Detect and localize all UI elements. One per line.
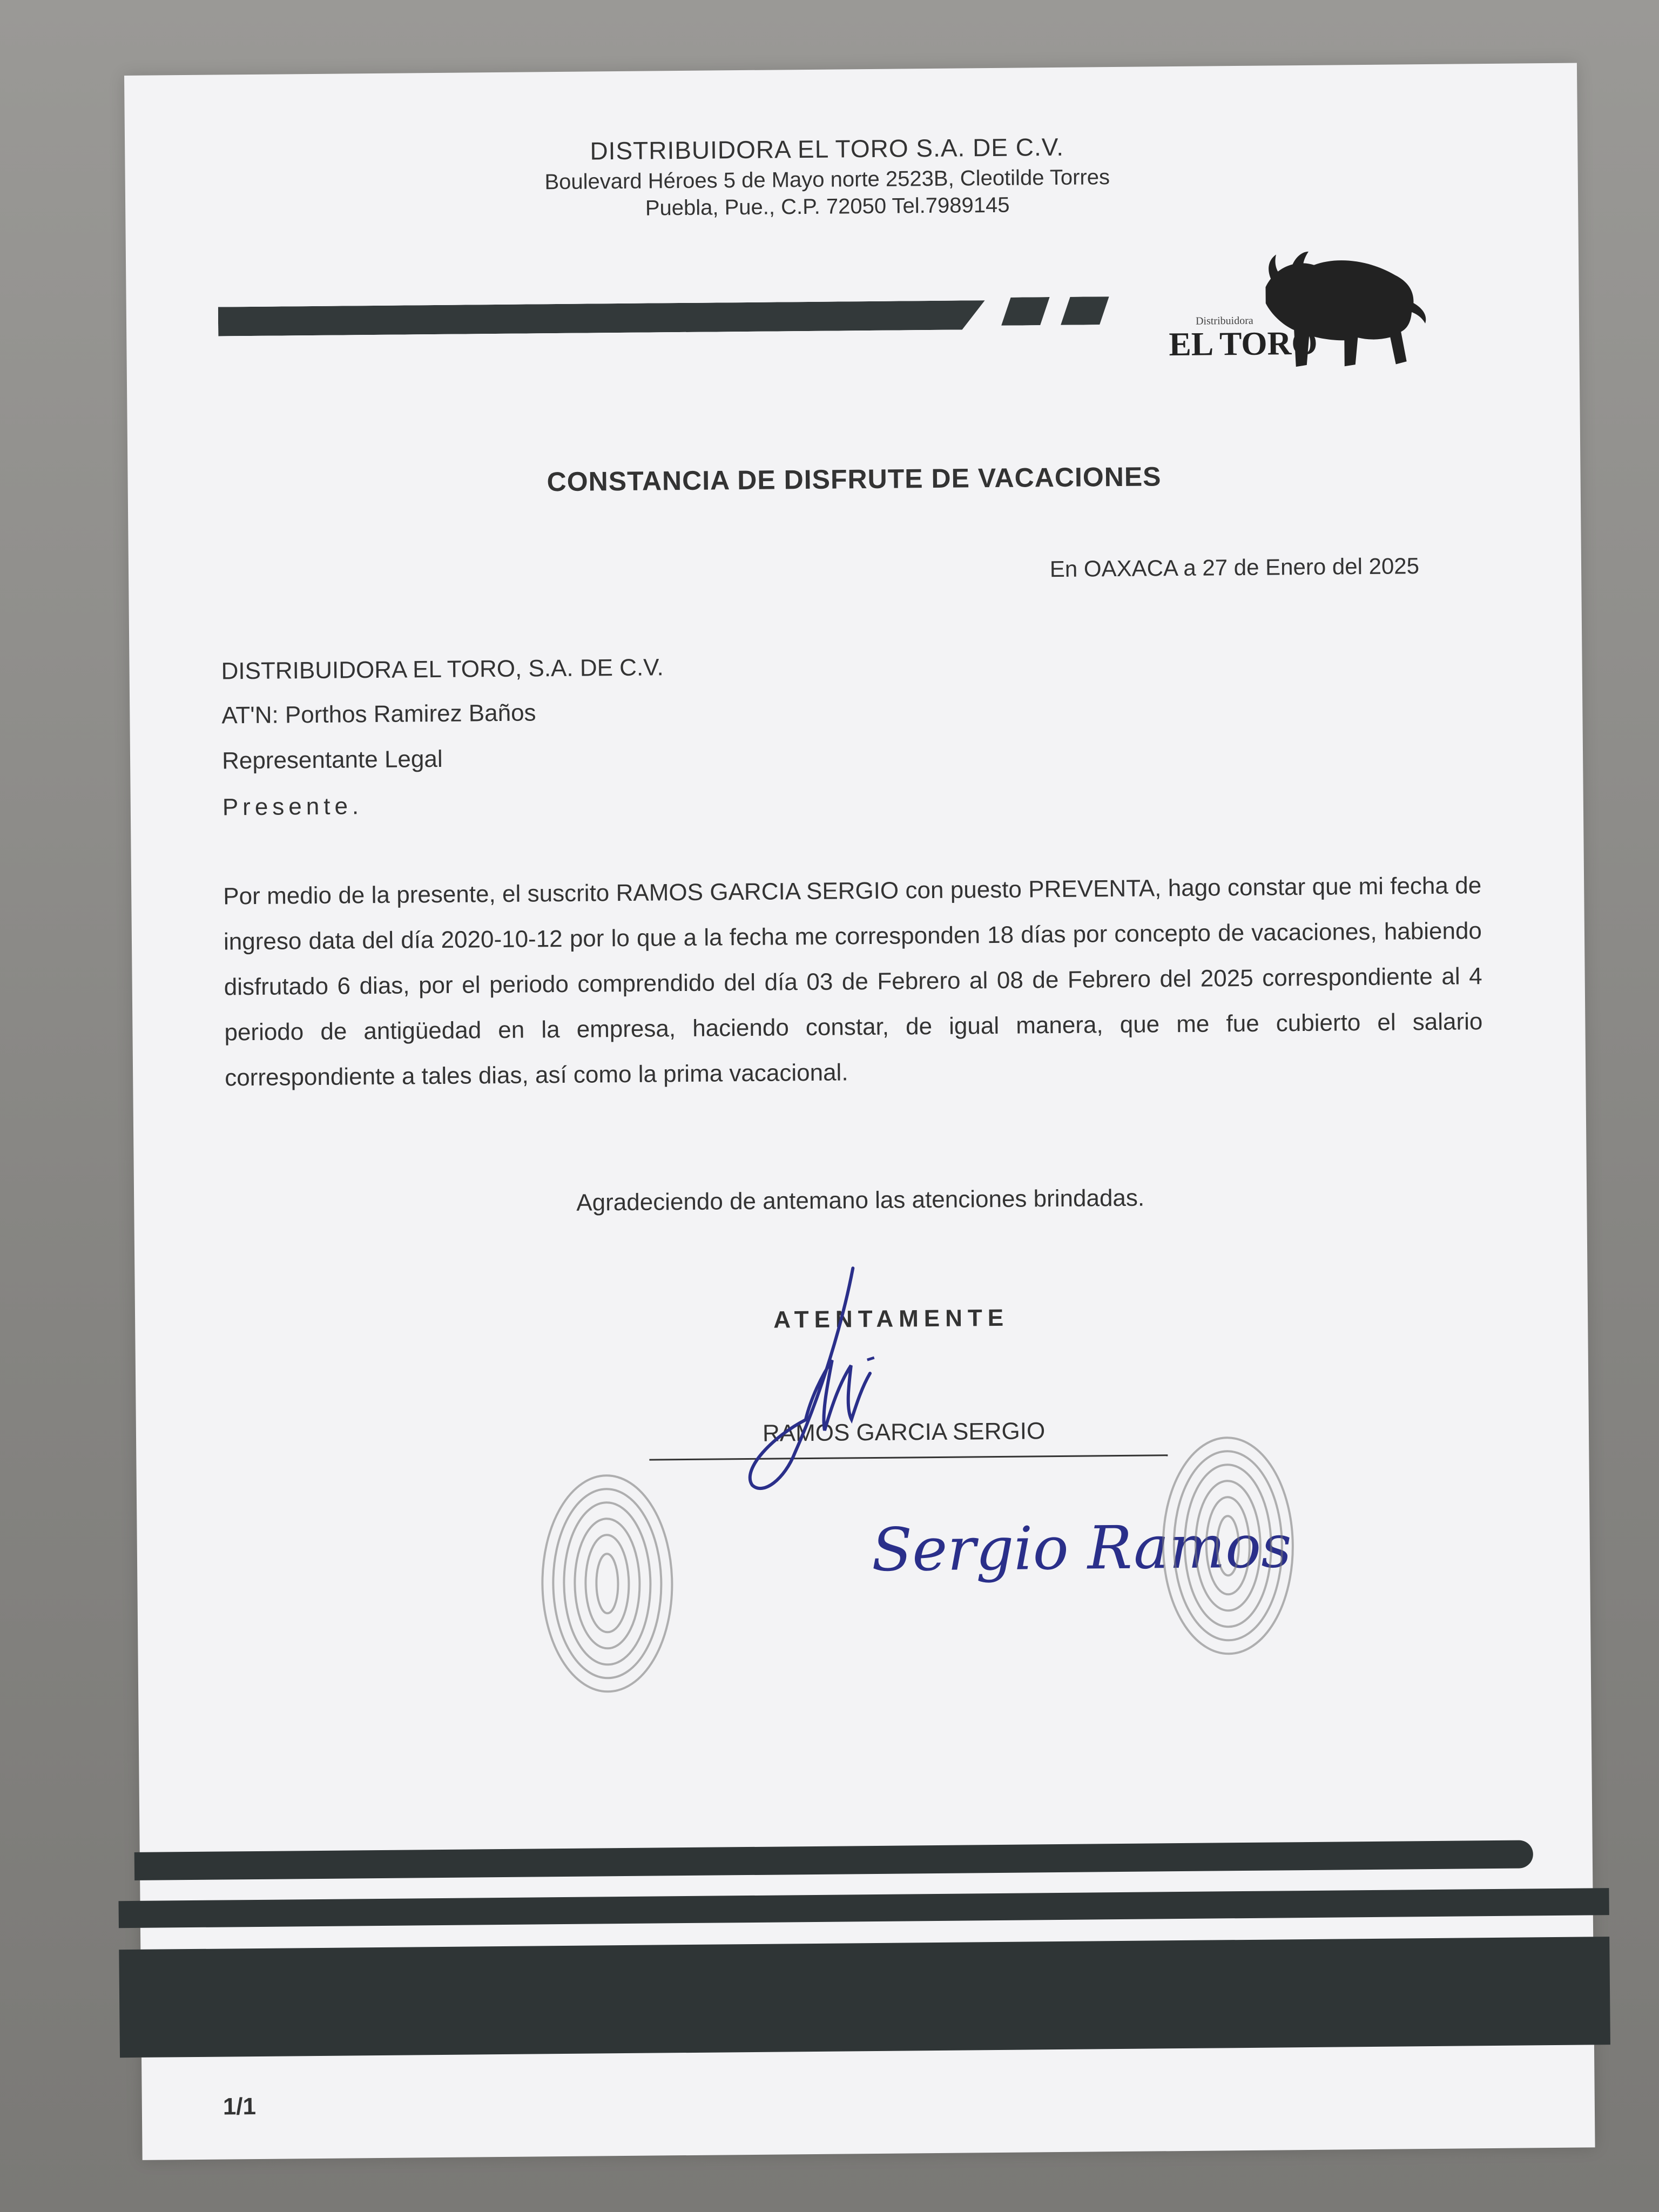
logo-text: EL TORO: [1169, 325, 1318, 363]
svg-text:Sergio Ramos: Sergio Ramos: [871, 1512, 1292, 1585]
footer-band: [118, 1888, 1609, 1928]
addressee-company: DISTRIBUIDORA EL TORO, S.A. DE C.V.: [221, 654, 664, 685]
page-number: 1/1: [222, 2093, 257, 2120]
document-title: CONSTANCIA DE DISFRUTE DE VACACIONES: [547, 461, 1162, 497]
footer-band: [134, 1840, 1533, 1880]
company-city: Puebla, Pue., C.P. 72050 Tel.7989145: [645, 193, 1010, 220]
logo-small-text: Distribuidora: [1195, 314, 1253, 327]
document-page: [124, 63, 1595, 2160]
header-bar-segment: [1061, 296, 1109, 325]
addressee-attn: AT'N: Porthos Ramirez Baños: [221, 699, 536, 729]
company-name: DISTRIBUIDORA EL TORO S.A. DE C.V.: [590, 132, 1064, 165]
header-bar-segment: [1001, 297, 1050, 326]
closing-thanks: Agradeciendo de antemano las atenciones brindadas.: [576, 1184, 1145, 1216]
header-bar: [218, 300, 985, 336]
fingerprint-right: [1146, 1426, 1310, 1665]
body-paragraph: Por medio de la presente, el suscrito RAMOS GARCIA SERGIO con puesto PREVENTA, hago constar que mi fecha de ingreso data del día 2020-10-12 por lo que a la fecha me corresponden 18 días por concepto de vacaciones, habiendo disfrutado 6 dias, por el periodo comprendido del día 03 de Febrero al 08 de Febrero del 2025 correspondiente al 4 periodo de antigüedad en la empresa, haciendo constar, de igual manera, que me fue cubierto el salario correspondiente a tales dias, así como la prima vacacional.: [223, 872, 1483, 1091]
footer-band: [119, 1937, 1610, 2058]
signature-scribble: [729, 1257, 947, 1507]
company-address: Boulevard Héroes 5 de Mayo norte 2523B, Cleotilde Torres: [544, 165, 1110, 194]
addressee-role: Representante Legal: [221, 745, 443, 774]
signatory-name: RAMOS GARCIA SERGIO: [762, 1418, 1046, 1447]
addressee-present: Presente.: [222, 793, 363, 821]
atentamente-label: ATENTAMENTE: [773, 1304, 1009, 1333]
place-date: En OAXACA a 27 de Enero del 2025: [1049, 553, 1420, 582]
bull-logo: [1152, 226, 1434, 391]
fingerprint-left: [525, 1464, 689, 1703]
